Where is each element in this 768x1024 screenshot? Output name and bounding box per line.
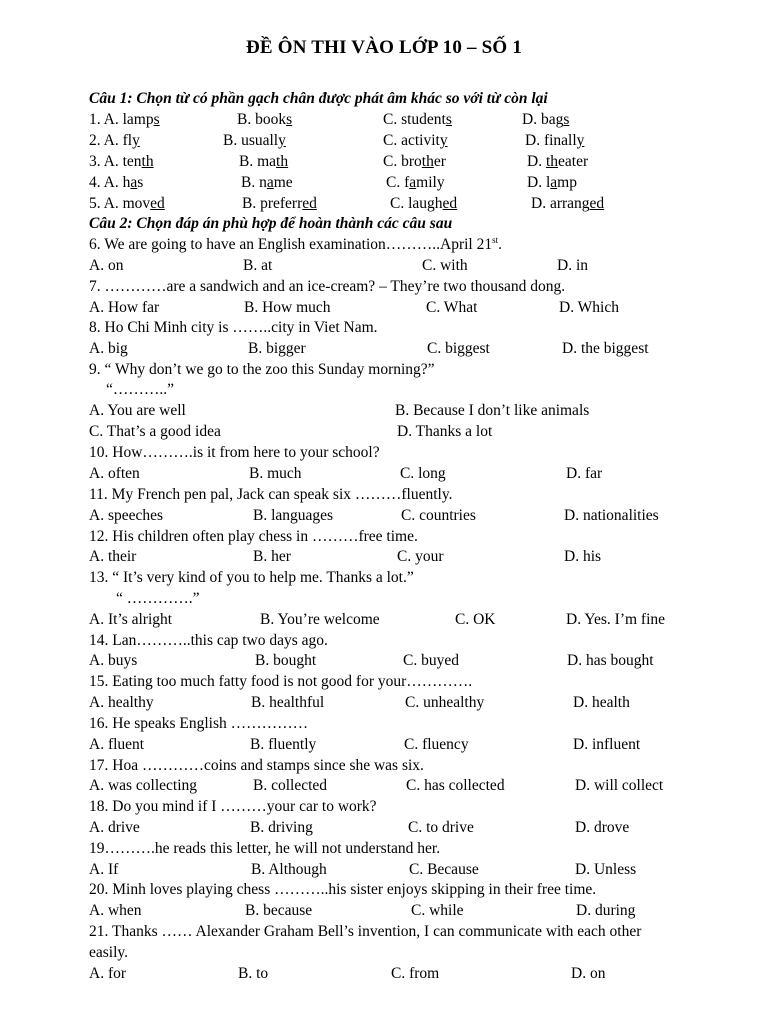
question-stem: 12. His children often play chess in ………free time. (89, 528, 418, 545)
word-part: activit (401, 132, 440, 149)
option-a (89, 194, 165, 214)
question-stem: 14. Lan………..this cap two days ago. (89, 632, 328, 649)
question-stem: 16. He speaks English …………… (89, 715, 309, 732)
option-b (237, 110, 292, 130)
option-letter: B. (241, 174, 260, 191)
question-stem: 17. Hoa …………coins and stamps since she was six. (89, 757, 424, 774)
word-part: mp (557, 174, 577, 191)
underlined-sound: s (445, 111, 452, 128)
option-d: D. nationalities (564, 507, 659, 524)
option-d: D. far (566, 465, 603, 482)
word-part: f (404, 174, 410, 191)
question-stem: 9. “ Why don’t we go to the zoo this Sunday morning?” (89, 361, 435, 378)
option-d: D. Yes. I’m fine (566, 611, 666, 628)
question-number: 4. (89, 174, 104, 191)
option-letter: A. (103, 111, 123, 128)
option-b: B. You’re welcome (260, 611, 380, 628)
option-d: D. during (576, 902, 636, 919)
option-d: D. health (573, 694, 630, 711)
option-b: B. bigger (248, 340, 306, 357)
option-a: A. was collecting (89, 777, 198, 794)
option-b: B. Because I don’t like animals (395, 402, 590, 419)
option-b: B. Although (251, 861, 327, 878)
option-a: A. on (89, 257, 124, 274)
option-c: C. has collected (406, 777, 505, 794)
option-b (239, 152, 288, 172)
option-d: D. in (557, 257, 588, 274)
question-stem-text: 6. We are going to have an English examination………..April 21 (89, 236, 493, 253)
option-b: B. at (243, 257, 273, 274)
question-stem-continued: easily. (89, 944, 129, 961)
option-a: A. their (89, 548, 137, 565)
option-c: C. long (400, 465, 446, 482)
question-stem (89, 235, 502, 255)
underlined-sound: ed (589, 195, 605, 212)
option-b: B. because (245, 902, 313, 919)
option-a: A. buys (89, 652, 138, 669)
question-stem: 10. How……….is it from here to your school? (89, 444, 380, 461)
option-b: B. to (238, 965, 269, 982)
underlined-sound: th (276, 153, 289, 170)
word-part: er (433, 153, 446, 170)
option-c (383, 110, 452, 130)
word-part: mily (416, 174, 445, 191)
option-letter: A. (103, 153, 123, 170)
option-a: A. How far (89, 299, 160, 316)
option-c: C. to drive (408, 819, 474, 836)
option-c: C. biggest (427, 340, 490, 357)
word-part: ten (122, 153, 142, 170)
option-b (242, 194, 317, 214)
question-stem: 15. Eating too much fatty food is not good for your…………. (89, 673, 473, 690)
question-number: 5. (89, 195, 104, 212)
option-letter: A. (103, 174, 123, 191)
question-stem: 8. Ho Chi Minh city is ……..city in Viet Nam. (89, 319, 378, 336)
option-a: A. when (89, 902, 142, 919)
question-number: 2. (89, 132, 104, 149)
question-stem: 11. My French pen pal, Jack can speak six ………fluently. (89, 486, 453, 503)
word-part: fl (122, 132, 133, 149)
option-c (383, 152, 446, 172)
option-c: C. Because (409, 861, 479, 878)
option-letter: D. (527, 174, 546, 191)
option-c (386, 173, 445, 193)
word-part: book (255, 111, 287, 128)
option-a: A. fluent (89, 736, 145, 753)
option-c: C. buyed (403, 652, 459, 669)
option-letter: D. (527, 153, 546, 170)
option-c: C. from (391, 965, 440, 982)
option-letter: C. (383, 153, 402, 170)
option-letter: C. (390, 195, 409, 212)
option-letter: D. (522, 111, 541, 128)
option-letter: A. (103, 195, 123, 212)
question-reply: “ ………….” (116, 590, 200, 607)
question-stem: 7. …………are a sandwich and an ice-cream? – They’re two thousand dong. (89, 278, 566, 295)
underlined-sound: s (286, 111, 293, 128)
option-c: C. OK (455, 611, 496, 628)
question-number: 3. (89, 153, 104, 170)
word-part: eater (558, 153, 589, 170)
option-c (390, 194, 457, 214)
option-letter: C. (383, 132, 402, 149)
word-part: bag (540, 111, 564, 128)
option-letter: A. (103, 132, 123, 149)
option-a: A. speeches (89, 507, 164, 524)
underlined-sound: y (132, 132, 140, 149)
word-part: lamp (122, 111, 154, 128)
question-stem: 20. Minh loves playing chess ………..his sister enjoys skipping in their free time. (89, 881, 597, 898)
section-1-header: Câu 1: Chọn từ có phần gạch chân được phát âm khác so với từ còn lại (89, 90, 548, 107)
option-d (525, 131, 584, 151)
option-b (223, 131, 286, 151)
word-part: usuall (241, 132, 279, 149)
underlined-sound: th (141, 153, 154, 170)
option-d: D. Unless (575, 861, 637, 878)
option-a (89, 173, 143, 193)
word-part: l (545, 174, 551, 191)
question-stem: 21. Thanks …… Alexander Graham Bell’s invention, I can communicate with each other (89, 923, 642, 940)
underlined-sound: y (278, 132, 286, 149)
option-c: C. your (397, 548, 444, 565)
option-a: A. for (89, 965, 127, 982)
option-a (89, 110, 160, 130)
option-c: C. with (422, 257, 468, 274)
option-letter: D. (531, 195, 550, 212)
option-a (89, 152, 154, 172)
word-part: ma (257, 153, 277, 170)
option-a: A. You are well (89, 402, 186, 419)
underlined-sound: a (130, 174, 138, 191)
option-letter: B. (237, 111, 256, 128)
word-part: student (401, 111, 446, 128)
option-d: D. drove (575, 819, 630, 836)
underlined-sound: th (421, 153, 434, 170)
option-b: B. fluently (250, 736, 317, 753)
word-part: n (259, 174, 267, 191)
option-b: B. bought (255, 652, 317, 669)
option-d: D. Thanks a lot (397, 423, 493, 440)
underlined-sound: a (409, 174, 417, 191)
page-title: ĐỀ ÔN THI VÀO LỚP 10 – SỐ 1 (245, 37, 523, 58)
option-d (531, 194, 604, 214)
option-c: C. countries (401, 507, 476, 524)
option-d: D. his (564, 548, 602, 565)
word-part: s (137, 174, 144, 191)
option-d (527, 173, 577, 193)
word-part: bro (401, 153, 422, 170)
option-d: D. will collect (575, 777, 664, 794)
option-b: B. How much (244, 299, 331, 316)
underlined-sound: ed (302, 195, 317, 212)
option-d: D. the biggest (562, 340, 649, 357)
option-d (527, 152, 588, 172)
option-letter: B. (223, 132, 242, 149)
underlined-sound: a (266, 174, 274, 191)
option-letter: B. (242, 195, 261, 212)
underlined-sound: th (545, 153, 559, 170)
question-stem-end: . (498, 236, 502, 253)
question-stem: 13. “ It’s very kind of you to help me. Thanks a lot.” (89, 569, 414, 586)
option-b: B. much (249, 465, 302, 482)
option-letter: C. (386, 174, 405, 191)
word-part: finall (543, 132, 577, 149)
word-part: arrang (549, 195, 590, 212)
underlined-sound: ed (150, 195, 165, 212)
option-c: C. That’s a good idea (89, 423, 221, 440)
option-b (241, 173, 293, 193)
underlined-sound: ed (442, 195, 458, 212)
option-a: A. drive (89, 819, 140, 836)
underlined-sound: y (439, 132, 448, 149)
section-2-header: Câu 2: Chọn đáp án phù hợp để hoàn thành các câu sau (89, 215, 453, 232)
option-b: B. collected (253, 777, 328, 794)
option-b: B. languages (253, 507, 334, 524)
option-a: A. often (89, 465, 140, 482)
underlined-sound: y (576, 132, 585, 149)
option-d (522, 110, 569, 130)
question-stem: 19……….he reads this letter, he will not understand her. (89, 840, 441, 857)
option-letter: B. (239, 153, 258, 170)
option-letter: C. (383, 111, 402, 128)
underlined-sound: s (153, 111, 160, 128)
option-d: D. Which (559, 299, 619, 316)
underlined-sound: s (563, 111, 570, 128)
option-a: A. It’s alright (89, 611, 173, 628)
option-d: D. has bought (567, 652, 654, 669)
option-d: D. influent (573, 736, 641, 753)
question-reply: “………..” (106, 381, 175, 398)
word-part: laugh (408, 195, 443, 212)
word-part: me (273, 174, 293, 191)
option-a: A. If (89, 861, 119, 878)
option-a (89, 131, 140, 151)
word-part: mov (122, 195, 151, 212)
question-number: 1. (89, 111, 104, 128)
option-c: C. fluency (404, 736, 469, 753)
option-b: B. driving (250, 819, 313, 836)
question-stem: 18. Do you mind if I ………your car to work? (89, 798, 377, 815)
option-c: C. while (411, 902, 464, 919)
option-a: A. healthy (89, 694, 154, 711)
word-part: preferr (260, 195, 303, 212)
option-c: C. What (426, 299, 478, 316)
option-d: D. on (571, 965, 606, 982)
option-b: B. healthful (251, 694, 325, 711)
option-letter: D. (525, 132, 544, 149)
word-part: h (122, 174, 131, 191)
option-c: C. unhealthy (405, 694, 485, 711)
underlined-sound: a (550, 174, 558, 191)
ordinal-suffix: st (492, 234, 499, 245)
option-c (383, 131, 448, 151)
option-a: A. big (89, 340, 128, 357)
option-b: B. her (253, 548, 291, 565)
